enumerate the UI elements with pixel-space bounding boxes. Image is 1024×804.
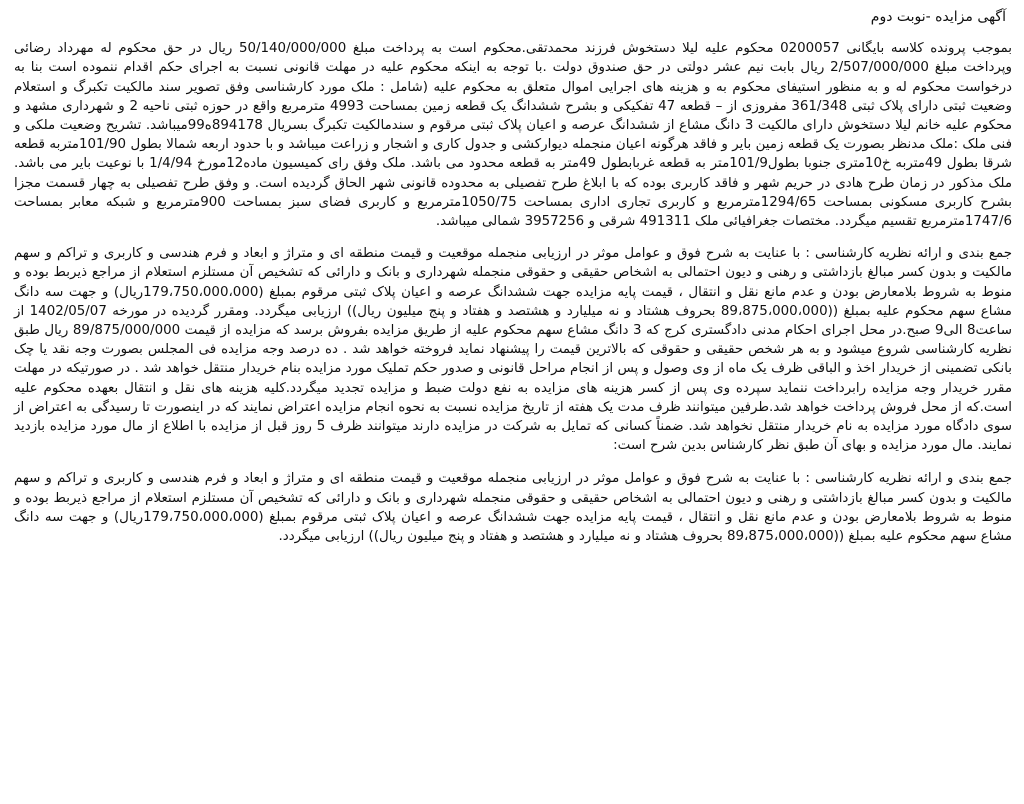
paragraph-text: جمع بندی و ارائه نظریه کارشناسی : با عنایت به شرح فوق و عوامل موثر در ارزیابی منجمله موقعیت و قیمت منطقه ای و متراژ و ابعاد و فرم هندسی و کاربری و تراکم و سهم مالکیت و بدون کسر مبالغ بازداشتی و رهنی و دیون احتمالی به اشخاص حقیقی و حقوقی منجمله شهرداری و بانک و دارائی که تشخیص آن مستلزم استعلام از مراجع ذیربط بوده و منوط به شروط بلامعارض بودن و عدم مانع نقل و انتقال ، قیمت پایه مزایده جهت ششدانگ عرصه و اعیان پلاک ثبتی مرقوم بمبلغ (179،750،000،000ریال) و جهت سه دانگ مشاع سهم محکوم علیه بمبلغ ((89،875،000،000 بحروف هشتاد و نه میلیارد و هشتصد و هفتاد و پنج میلیون ریال)) ارزیابی میگردد. xyxy=(14,471,1012,545)
paragraph-text: جمع بندی و ارائه نظریه کارشناسی : با عنایت به شرح فوق و عوامل موثر در ارزیابی منجمله موقعیت و قیمت منطقه ای و متراژ و ابعاد و فرم هندسی و کاربری و تراکم و سهم مالکیت و بدون کسر مبالغ بازداشتی و رهنی و دیون احتمالی به اشخاص حقیقی و حقوقی منجمله شهرداری و بانک و دارائی که تشخیص آن مستلزم استعلام از مراجع ذیربط بوده و منوط به شروط بلامعارض بودن و عدم مانع نقل و انتقال ، قیمت پایه مزایده جهت ششدانگ عرصه و اعیان پلاک ثبتی مرقوم بمبلغ (179،750،000،000ریال) و جهت سه دانگ مشاع سهم محکوم علیه بمبلغ ((89،875،000،000 بحروف هشتاد و نه میلیارد و هشتصد و هفتاد و پنج میلیون ریال)) ارزیابی میگردد. ومقرر گردیده در مورخه 1402/05/07 از ساعت8 الی9 صبح.در محل اجرای احکام مدنی دادگستری کرج که 3 دانگ مشاع سهم محکوم علیه از طریق مزایده بفروش برسد که مزایده از قیمت 89/875/000/000 ریال طبق نظریه کارشناسی شروع میشود و به هر شخص حقیقی و حقوقی که بالاترین قیمت را پیشنهاد نماید فروخته خواهد شد . ده درصد وجه مزایده فی المجلس بصورت وجه نقد یا چک بانکی تضمینی از خریدار اخذ و الباقی ظرف یک ماه از وی وصول و پس از انجام مراحل قانونی و صدور حکم تملیک مورد مزایده بنام خریدار منتقل خواهد شد . در صورتیکه در مهلت مقرر خریدار وجه مزایده رابرداخت ننماید سپرده وی پس از کسر هزینه های مزایده به نفع دولت ضبط و مزایده تجدید میگردد.کلیه هزینه های نقل و انتقال بعهده محکوم علیه است.که از محل فروش پرداخت خواهد شد.طرفین میتوانند ظرف مدت یک هفته از تاریخ مزایده نسبت به نحوه انجام مزایده اعتراض نمایند که در اینصورت تا رسیدگی به اعتراض از سوی دادگاه مورد مزایده به نام خریدار منتقل نخواهد شد. ضمناً کسانی که تمایل به شرکت در مزایده دارند میتوانند ظرف 5 روز قبل از مزایده با اطلاع از مال مورد مزایده بازدید نمایند. مال مورد مزایده و بهای آن طبق نظر کارشناس بدین شرح است: xyxy=(14,246,1012,454)
notice-paragraph-case-details xyxy=(14,39,1012,231)
paragraph-text: بموجب پرونده کلاسه بایگانی 0200057 محکوم علیه لیلا دستخوش فرزند محمدتقی.محکوم است به پرداخت مبلغ 50/140/000/000 ریال در حق محکوم له مهرداد رضائی وپرداخت مبلغ 2/507/000/000 ریال بابت نیم عشر دولتی در حق صندوق دولت .با توجه به اینکه محکوم علیه در مهلت قانونی نسبت به اجرای حکم اقدام ننموده است بنا به درخواست محکوم له و به منظور استیفای محکوم به و هزینه های اجرایی اموال متعلق به محکوم علیه (شامل : ملک مورد کارشناسی وفق تصویر سند مالکیت تکبرگ و استعلام وضعیت ثبتی دارای پلاک ثبتی 361/348 مفروزی از – قطعه 47 تفکیکی و بشرح ششدانگ یک قطعه زمین بمساحت 4993 مترمربع واقع در حوزه ثبتی ناحیه 2 و شهرداری مشهد و محکوم علیه خانم لیلا دستخوش دارای مالکیت 3 دانگ مشاع از ششدانگ عرصه و اعیان پلاک ثبتی مرقوم و سندمالکیت تکبرگ بسریال 894178ه99میباشد. تشریح وضعیت ملکی و فنی ملک :ملک مدنظر بصورت یک قطعه زمین بایر و فاقد هرگونه اعیان منجمله دیوارکشی و جدول کاری و اشجار و زراعت میباشد و با حدود اربعه شمالا بطول 101/90متربه قطعه شرقا بطول 49متربه خ10متری جنوبا بطول101/9متر به قطعه غربابطول 49متر به قطعه محدود می باشد. ملک وفق رای کمیسیون ماده12مورخ 1/4/94 با نوعیت بایر می باشد. ملک مذکور در زمان طرح هادی در حریم شهر و فاقد کاربری بوده که با ابلاغ طرح تفصیلی به محدوده قانونی شهر الحاق گردیده است. و وفق طرح تفصیلی به چهار قسمت مجزا بشرح کاربری مسکونی بمساحت 1294/65مترمربع و کاربری تجاری اداری بمساحت 1050/75مترمربع و کاربری فضای سبز بمساحت 900مترمربع و شبکه معابر بمساحت 1747/6مترمربع تقسیم میگردد. مختصات جغرافیائی ملک 491311 شرقی و 3957256 شمالی میباشد. xyxy=(14,41,1013,230)
notice-title: آگهی مزایده -نوبت دوم xyxy=(870,9,1006,25)
notice-paragraph-expert-opinion-and-terms xyxy=(14,244,1012,455)
notice-paragraph-expert-summary xyxy=(14,469,1012,546)
